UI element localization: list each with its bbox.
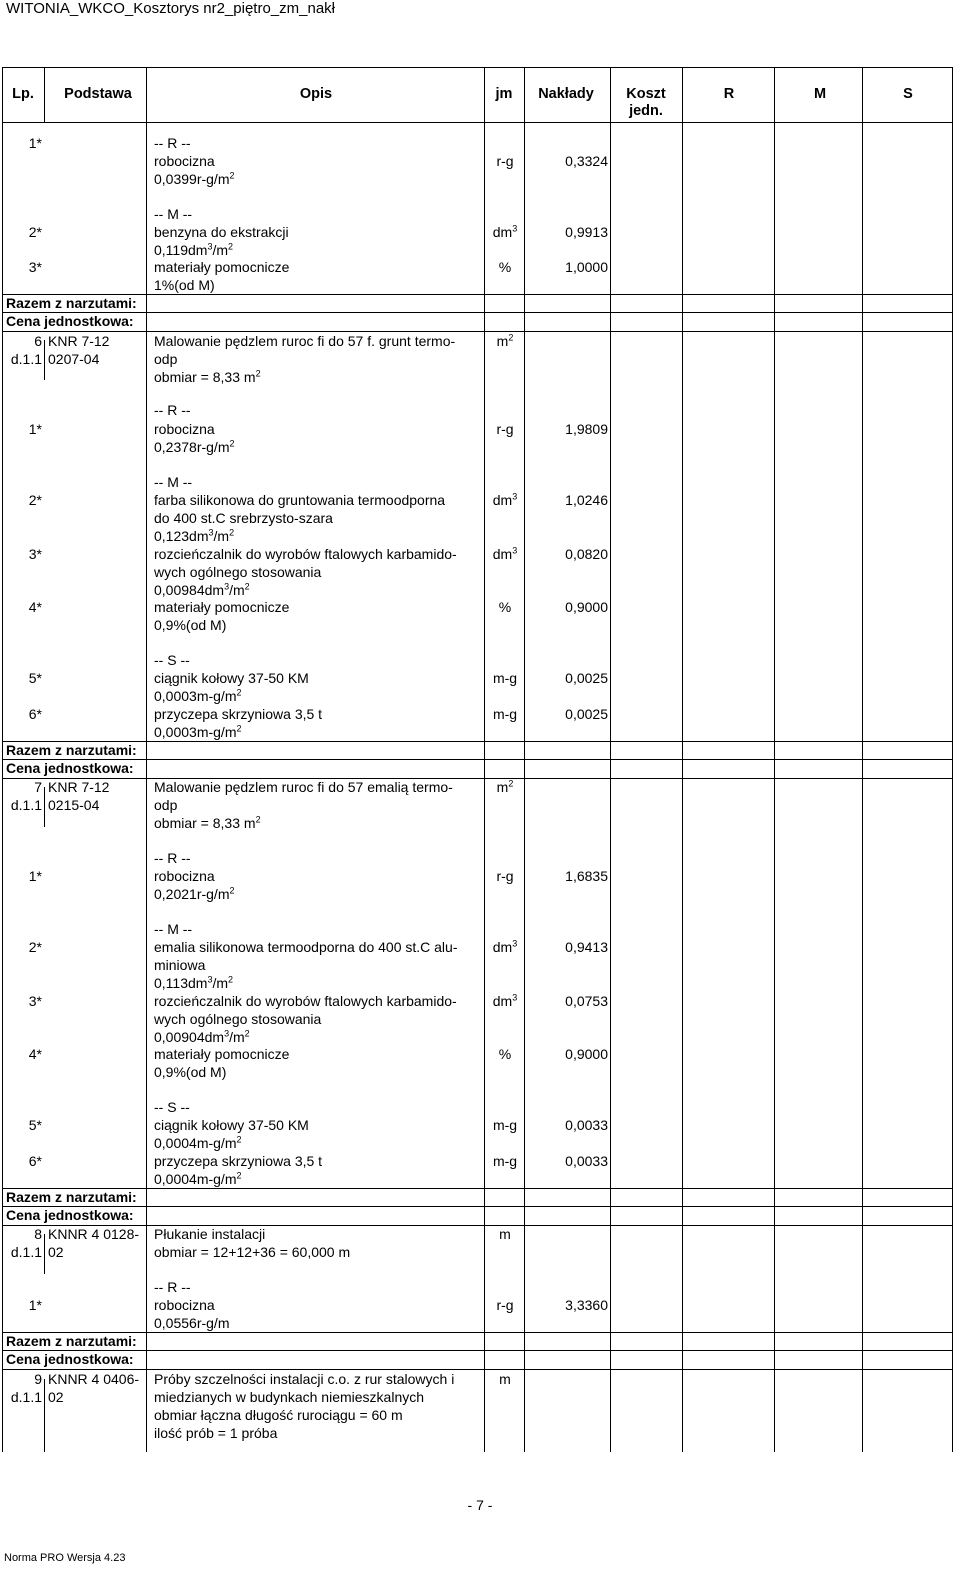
line-description: $0,0003m-g/m^2$	[154, 723, 242, 740]
unit-price-label: Cena jednostkowa:	[6, 1351, 134, 1367]
line-quantity: 0,0025	[565, 670, 608, 686]
total-with-markups-label: Razem z narzutami:	[6, 742, 137, 758]
line-quantity: 0,9000	[565, 599, 608, 615]
line-description: 0,9%(od M)	[154, 1064, 227, 1080]
line-unit: r-g	[496, 868, 514, 884]
line-lp: 3*	[28, 993, 42, 1009]
position-number: 9	[34, 1371, 42, 1387]
header-koszt-line2: jedn.	[629, 103, 663, 119]
rule-lp	[44, 67, 45, 123]
line-description: -- M --	[154, 921, 193, 937]
line-description: emalia silikonowa termoodporna do 400 st.C alu-	[154, 939, 458, 955]
line-description: $0,00904dm^3/m^2$	[154, 1028, 250, 1045]
position-measure: obmiar = 8,33 $m^2$	[154, 368, 261, 385]
position-ref: d.1.1	[10, 351, 42, 367]
superscript: 3	[207, 241, 213, 252]
superscript: 2	[236, 687, 242, 698]
position-basis-code: 0215-04	[48, 797, 100, 813]
unit-price-label: Cena jednostkowa:	[6, 1207, 134, 1223]
line-lp: 4*	[28, 599, 42, 615]
line-quantity: 1,9809	[565, 421, 608, 437]
line-description: $0,113dm^3/m^2$	[154, 974, 234, 991]
unit-price-label: Cena jednostkowa:	[6, 760, 134, 776]
line-description: robocizna	[154, 1297, 215, 1313]
header-r: R	[723, 86, 735, 102]
line-quantity: 0,9413	[565, 939, 608, 955]
superscript: 2	[229, 438, 235, 449]
line-unit: r-g	[496, 1297, 514, 1313]
line-description: do 400 st.C srebrzysto-szara	[154, 510, 333, 526]
line-lp: 3*	[28, 259, 42, 275]
header-top-rule	[2, 67, 952, 68]
line-unit: $dm^3$	[492, 223, 518, 240]
superscript: 3	[224, 581, 230, 592]
line-lp: 6*	[28, 1153, 42, 1169]
superscript: 2	[229, 885, 235, 896]
line-description: 0,9%(od M)	[154, 617, 227, 633]
line-quantity: 0,9913	[565, 224, 608, 240]
header-bottom-rule	[2, 122, 952, 123]
summary-rule	[2, 759, 952, 760]
position-basis: KNR 7-12	[48, 333, 110, 349]
header-podstawa: Podstawa	[64, 86, 132, 102]
position-ref: d.1.1	[10, 1244, 42, 1260]
position-measure: obmiar = 8,33 $m^2$	[154, 814, 261, 831]
line-description: $0,2378r-g/m^2$	[154, 438, 235, 455]
superscript: 2	[228, 974, 234, 985]
position-basis: KNNR 4 0128-	[48, 1226, 140, 1242]
superscript: 3	[512, 545, 518, 556]
position-description: Próby szczelności instalacji c.o. z rur stalowych i	[154, 1371, 455, 1387]
position-basis-code: 02	[48, 1244, 64, 1260]
rule-lp-pos7	[44, 787, 45, 827]
line-unit: %	[498, 259, 512, 275]
line-description: $0,123dm^3/m^2$	[154, 527, 235, 544]
position-number: 8	[34, 1226, 42, 1242]
header-koszt	[612, 86, 680, 120]
summary-rule	[2, 1350, 952, 1351]
summary-rule	[2, 1225, 952, 1226]
line-quantity: 3,3360	[565, 1297, 608, 1313]
line-description: 0,0556r-g/m	[154, 1315, 230, 1331]
total-with-markups-label: Razem z narzutami:	[6, 1333, 137, 1349]
line-unit: m-g	[492, 1117, 518, 1133]
line-description: $0,0004m-g/m^2$	[154, 1134, 242, 1151]
line-lp: 6*	[28, 706, 42, 722]
line-lp: 1*	[28, 135, 42, 151]
line-description: benzyna do ekstrakcji	[154, 224, 289, 240]
total-with-markups-label: Razem z narzutami:	[6, 1189, 137, 1205]
summary-rule	[2, 1188, 952, 1189]
position-description: odp	[154, 797, 178, 813]
superscript: 3	[512, 491, 518, 502]
line-quantity: 1,0000	[565, 259, 608, 275]
summary-rule	[2, 778, 952, 779]
line-description: robocizna	[154, 421, 215, 437]
superscript: 2	[228, 241, 234, 252]
line-description: $0,0003m-g/m^2$	[154, 687, 242, 704]
line-quantity: 1,6835	[565, 868, 608, 884]
line-quantity: 0,3324	[565, 153, 608, 169]
header-opis: Opis	[299, 86, 333, 102]
header-jm: jm	[495, 86, 513, 102]
superscript: 2	[236, 723, 242, 734]
superscript: 3	[512, 992, 518, 1003]
line-lp: 1*	[28, 1297, 42, 1313]
line-description: 1%(od M)	[154, 277, 215, 293]
line-description: -- R --	[154, 402, 191, 418]
line-description: $0,2021r-g/m^2$	[154, 885, 235, 902]
superscript: 3	[208, 527, 214, 538]
line-unit: $dm^3$	[492, 545, 518, 562]
summary-rule	[2, 1369, 952, 1370]
line-description: $0,00984dm^3/m^2$	[154, 581, 250, 598]
superscript: 3	[207, 974, 213, 985]
line-quantity: 0,0033	[565, 1117, 608, 1133]
line-description: -- R --	[154, 1279, 191, 1295]
position-ref: d.1.1	[10, 1389, 42, 1405]
summary-rule	[2, 1332, 952, 1333]
position-description: Malowanie pędzlem ruroc fi do 57 f. grunt termo-	[154, 333, 456, 349]
summary-rule	[2, 312, 952, 313]
superscript: 2	[244, 581, 250, 592]
header-koszt-line1: Koszt	[626, 86, 666, 102]
position-basis: KNNR 4 0406-	[48, 1371, 140, 1387]
line-description: -- S --	[154, 652, 190, 668]
summary-rule	[2, 741, 952, 742]
line-unit: m-g	[492, 706, 518, 722]
position-number: 6	[34, 333, 42, 349]
line-description: -- M --	[154, 474, 193, 490]
line-description: -- R --	[154, 850, 191, 866]
rule-lp-pos8	[44, 1234, 45, 1274]
line-lp: 2*	[28, 224, 42, 240]
rule-right	[952, 67, 953, 1452]
line-quantity: 0,0820	[565, 546, 608, 562]
superscript: 2	[229, 527, 235, 538]
position-basis: KNR 7-12	[48, 779, 110, 795]
line-unit: m-g	[492, 1153, 518, 1169]
position-description: Płukanie instalacji	[154, 1226, 266, 1242]
summary-rule	[2, 294, 952, 295]
line-description: -- R --	[154, 135, 191, 151]
position-measure: obmiar = 12+12+36 = 60,000 m	[154, 1244, 351, 1260]
line-description: robocizna	[154, 868, 215, 884]
line-lp: 4*	[28, 1046, 42, 1062]
superscript: 2	[508, 332, 514, 343]
line-description: wych ogólnego stosowania	[154, 564, 322, 580]
position-unit: m	[499, 1226, 511, 1242]
line-unit: $dm^3$	[492, 938, 518, 955]
superscript: 2	[236, 1170, 242, 1181]
position-description: Malowanie pędzlem ruroc fi do 57 emalią termo-	[154, 779, 453, 795]
superscript: 2	[229, 170, 235, 181]
header-naklady: Nakłady	[538, 86, 594, 102]
line-description: $0,119dm^3/m^2$	[154, 241, 234, 258]
line-unit: %	[498, 599, 512, 615]
line-description: rozcieńczalnik do wyrobów ftalowych karbamido-	[154, 546, 457, 562]
superscript: 3	[512, 938, 518, 949]
line-lp: 1*	[28, 868, 42, 884]
line-lp: 2*	[28, 939, 42, 955]
line-lp: 5*	[28, 670, 42, 686]
total-with-markups-label: Razem z narzutami:	[6, 295, 137, 311]
line-description: ciągnik kołowy 37-50 KM	[154, 670, 309, 686]
position-basis-code: 02	[48, 1389, 64, 1405]
line-description: miniowa	[154, 957, 206, 973]
line-unit: $dm^3$	[492, 491, 518, 508]
superscript: 3	[512, 223, 518, 234]
line-description: ciągnik kołowy 37-50 KM	[154, 1117, 309, 1133]
position-description: odp	[154, 351, 178, 367]
line-unit: %	[498, 1046, 512, 1062]
line-quantity: 0,0753	[565, 993, 608, 1009]
line-description: materiały pomocnicze	[154, 259, 290, 275]
page-number: - 7 -	[467, 1497, 493, 1513]
position-description: obmiar łączna długość rurociągu = 60 m	[154, 1407, 403, 1423]
line-description: $0,0399r-g/m^2$	[154, 170, 235, 187]
line-description: przyczepa skrzyniowa 3,5 t	[154, 706, 323, 722]
rule-lp-pos6	[44, 340, 45, 380]
position-ref: d.1.1	[10, 797, 42, 813]
header-lp: Lp.	[12, 86, 34, 102]
line-lp: 2*	[28, 492, 42, 508]
superscript: 2	[244, 1028, 250, 1039]
line-quantity: 0,0025	[565, 706, 608, 722]
document-title: WITONIA_WKCO_Kosztorys nr2_piętro_zm_nakł	[6, 0, 335, 17]
position-number: 7	[34, 779, 42, 795]
unit-price-label: Cena jednostkowa:	[6, 313, 134, 329]
line-description: farba silikonowa do gruntowania termoodporna	[154, 492, 446, 508]
line-description: -- M --	[154, 206, 193, 222]
line-lp: 5*	[28, 1117, 42, 1133]
header-m: M	[813, 86, 827, 102]
line-description: przyczepa skrzyniowa 3,5 t	[154, 1153, 323, 1169]
line-description: materiały pomocnicze	[154, 1046, 290, 1062]
position-basis-code: 0207-04	[48, 351, 100, 367]
superscript: 3	[224, 1028, 230, 1039]
line-description: materiały pomocnicze	[154, 599, 290, 615]
rule-lp-pos9	[44, 1379, 45, 1452]
position-unit: m	[499, 1371, 511, 1387]
superscript: 2	[255, 814, 261, 825]
position-description: miedzianych w budynkach niemieszkalnych	[154, 1389, 425, 1405]
line-description: rozcieńczalnik do wyrobów ftalowych karbamido-	[154, 993, 457, 1009]
software-footer: Norma PRO Wersja 4.23	[4, 1552, 126, 1564]
position-unit: $m^2$	[496, 332, 514, 349]
line-quantity: 0,0033	[565, 1153, 608, 1169]
line-description: wych ogólnego stosowania	[154, 1011, 322, 1027]
line-lp: 3*	[28, 546, 42, 562]
summary-rule	[2, 331, 952, 332]
line-unit: r-g	[496, 153, 514, 169]
superscript: 2	[236, 1134, 242, 1145]
line-description: robocizna	[154, 153, 215, 169]
line-description: -- S --	[154, 1099, 190, 1115]
position-description: ilość prób = 1 próba	[154, 1425, 278, 1441]
line-unit: r-g	[496, 421, 514, 437]
summary-rule	[2, 1206, 952, 1207]
superscript: 2	[255, 368, 261, 379]
line-unit: m-g	[492, 670, 518, 686]
line-quantity: 1,0246	[565, 492, 608, 508]
position-unit: $m^2$	[496, 778, 514, 795]
superscript: 2	[508, 778, 514, 789]
line-quantity: 0,9000	[565, 1046, 608, 1062]
line-unit: $dm^3$	[492, 992, 518, 1009]
line-description: $0,0004m-g/m^2$	[154, 1170, 242, 1187]
line-lp: 1*	[28, 421, 42, 437]
header-s: S	[903, 86, 913, 102]
